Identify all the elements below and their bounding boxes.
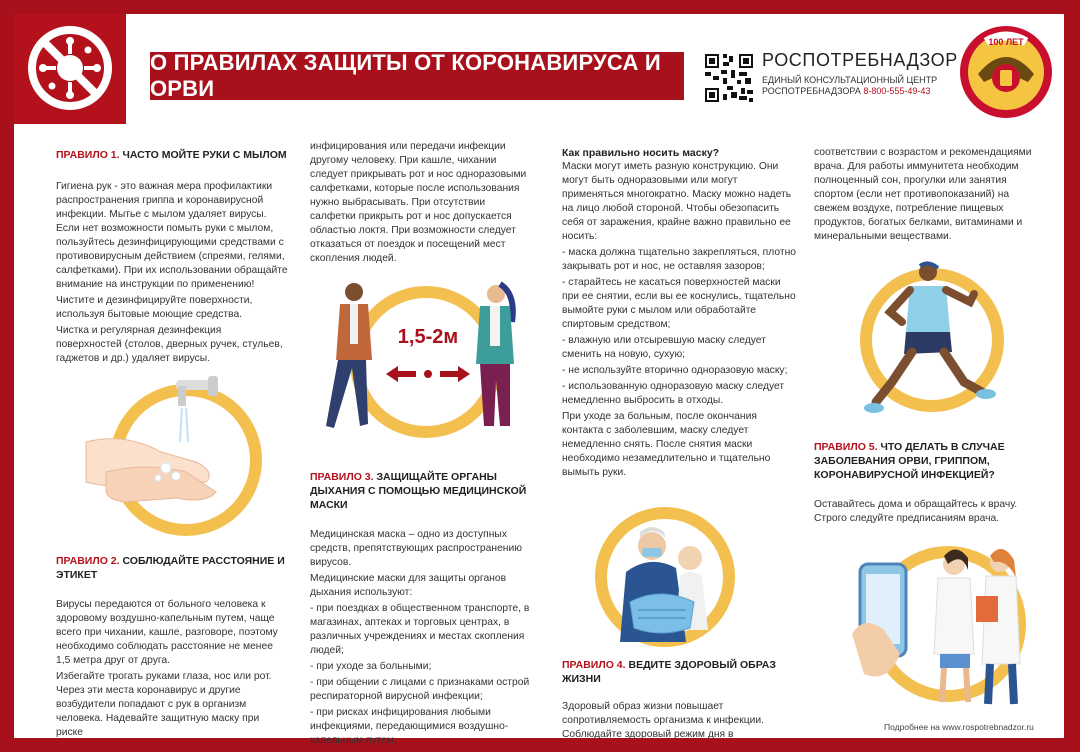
- column-1: [56, 136, 288, 368]
- title-banner: [150, 52, 684, 100]
- mask-text-1: Маски могут иметь разную конструкцию. Они могут быть одноразовыми или могут применяться многократно. Маску можно надеть на лицо любой стороной. Чтобы обезопасить себя от заражения, крайне важно правильно ее носить:: [562, 161, 792, 242]
- qr-code-icon[interactable]: [703, 52, 755, 104]
- rule-1-heading: [56, 148, 288, 162]
- column-4: [814, 146, 1036, 246]
- org-name: РОСПОТРЕБНАДЗОР: [762, 50, 958, 70]
- rule-2-heading: [56, 554, 288, 582]
- handwashing-illustration: [66, 372, 296, 532]
- rule-4-continued: соответствии с возрастом и рекомендациями врача. Для работы иммунитета необходим полноценный сон, прогулки или занятия спортом (если нет противопоказаний) на свежем воздухе, потребление пищевых продуктов, богатых белками, витаминами и минеральными веществами.: [814, 147, 1032, 242]
- column-3-bottom: [562, 658, 798, 744]
- rule-3-list-1: - при поездках в общественном транспорте, в магазинах, аптеках и торговых центрах, в различных учреждениях и местах скопления людей;: [310, 603, 530, 656]
- mask-list-4: - не используйте вторично одноразовую маску;: [562, 365, 788, 376]
- org-line-2: РОСПОТРЕБНАДЗОРА: [762, 86, 861, 96]
- rule-2-number: ПРАВИЛО 2.: [56, 555, 120, 567]
- rule-1-text-3: Чистка и регулярная дезинфекция поверхностей (столов, дверных ручек, стульев, гаджетов и др.) удаляет вирусы.: [56, 325, 283, 364]
- column-1-bottom: [56, 554, 288, 742]
- rule-2-text-2: Избегайте трогать руками глаза, нос или рот. Через эти места коронавирус и другие возбудители попадают с рук в организм человека. Надевайте защитную маску при риске: [56, 671, 272, 738]
- footer-link[interactable]: Подробнее на www.rospotrebnadzor.ru: [884, 722, 1034, 732]
- mask-care-illustration: [590, 502, 740, 652]
- rule-3-list-4: - при рисках инфицирования любыми инфекциями, передающимися воздушно-капельным путем.: [310, 707, 509, 746]
- runner-illustration: [846, 262, 1016, 430]
- mask-heading: Как правильно носить маску?: [562, 147, 720, 159]
- mask-list-3: - влажную или отсыревшую маску следует сменить на новую, сухую;: [562, 335, 766, 360]
- column-4-bottom: [814, 440, 1036, 528]
- mask-list-2: - старайтесь не касаться поверхностей маски при ее снятии, если вы ее коснулись, тщательно вымойте руки с мылом или обработайте спиртовым средством;: [562, 277, 796, 330]
- rule-1-text-1: Гигиена рук - это важная мера профилактики распространения гриппа и коронавирусной инфекции. Мытье с мылом удаляет вирусы. Если нет возможности помыть руки с мылом, пользуйтесь дезинфицирующими средствами с противовирусным действием (спреями, гелями, салфетками). При их использовании обращайте внимание на инструкции по применению!: [56, 181, 288, 290]
- emblem-logo: [956, 22, 1056, 122]
- mask-list-1: - маска должна тщательно закрепляться, плотно закрывать рот и нос, не оставляя зазоров;: [562, 247, 796, 272]
- rule-3-text-1: Медицинская маска – одно из доступных средств, препятствующих распространению вирусов.: [310, 529, 522, 568]
- distance-illustration: [304, 270, 544, 450]
- mask-text-2: При уходе за больным, после окончания контакта с заболевшим, маску следует немедленно снять. После снятия маски необходимо незамедлительно и тщательно вымыть руки.: [562, 411, 771, 478]
- page-title: О ПРАВИЛАХ ЗАЩИТЫ ОТ КОРОНАВИРУСА И ОРВИ: [150, 50, 661, 101]
- rule-3-text-2: Медицинские маски для защиты органов дыхания используют:: [310, 573, 507, 598]
- rule-4-text-1: Здоровый образ жизни повышает сопротивляемость организма к инфекции. Соблюдайте здоровый режим дня в: [562, 701, 765, 740]
- header: [14, 14, 1064, 124]
- column-2-bottom: [310, 470, 534, 750]
- rule-5-title: ЧТО ДЕЛАТЬ В СЛУЧАЕ ЗАБОЛЕВАНИЯ ОРВИ, ГРИППОМ, КОРОНАВИРУСНОЙ ИНФЕКЦИЕЙ?: [814, 441, 1005, 481]
- rule-5-heading: [814, 440, 1036, 482]
- rule-3-number: ПРАВИЛО 3.: [310, 471, 374, 483]
- rule-3-heading: [310, 470, 534, 512]
- rule-1-text-2: Чистите и дезинфицируйте поверхности, используя бытовые моющие средства.: [56, 295, 253, 320]
- org-line-1: ЕДИНЫЙ КОНСУЛЬТАЦИОННЫЙ ЦЕНТР: [762, 75, 938, 85]
- emblem-text: 100 ЛЕТ: [988, 37, 1024, 47]
- rule-3-list-2: - при уходе за больными;: [310, 661, 432, 672]
- rule-4-title: ВЕДИТЕ ЗДОРОВЫЙ ОБРАЗ ЖИЗНИ: [562, 659, 776, 685]
- column-2: [310, 140, 532, 268]
- column-3: [562, 146, 798, 482]
- mask-list-5: - использованную одноразовую маску следует немедленно выбросить в отходы.: [562, 381, 785, 406]
- rule-4-number: ПРАВИЛО 4.: [562, 659, 626, 671]
- distance-arrows-icon: [386, 364, 470, 384]
- rule-5-text-1: Оставайтесь дома и обращайтесь к врачу. Строго следуйте предписаниям врача.: [814, 499, 1018, 524]
- rule-2-continued: инфицирования или передачи инфекции другому человеку. При кашле, чихании следует прикрывать рот и нос одноразовыми салфетками, которые после использования нужно выбрасывать. При отсутствии салфетки прикрыть рот и нос допускается областью локтя. При возможности следует отказаться от поездок и посещений мест скопления людей.: [310, 141, 527, 264]
- hotline-phone[interactable]: 8-800-555-49-43: [863, 86, 931, 96]
- distance-label: 1,5-2м: [397, 326, 459, 348]
- rule-2-title: СОБЛЮДАЙТЕ РАССТОЯНИЕ И ЭТИКЕТ: [56, 555, 285, 581]
- doctors-illustration: [844, 534, 1040, 710]
- rule-1-title: ЧАСТО МОЙТЕ РУКИ С МЫЛОМ: [122, 149, 287, 161]
- rule-2-text-1: Вирусы передаются от больного человека к здоровому воздушно-капельным путем, чаще всего при чихании, кашле, разговоре, поэтому необходимо соблюдать расстояние не менее 1,5 метра друг от друга.: [56, 599, 278, 666]
- poster: [14, 14, 1064, 746]
- rule-4-heading: [562, 658, 798, 686]
- no-virus-icon: [14, 14, 126, 124]
- org-info: [762, 75, 952, 97]
- rule-3-title: ЗАЩИЩАЙТЕ ОРГАНЫ ДЫХАНИЯ С ПОМОЩЬЮ МЕДИЦИНСКОЙ МАСКИ: [310, 471, 527, 511]
- rule-3-list-3: - при общении с лицами с признаками острой респираторной вирусной инфекции;: [310, 677, 530, 702]
- org-block: [762, 50, 958, 110]
- rule-1-number: ПРАВИЛО 1.: [56, 149, 120, 161]
- rule-5-number: ПРАВИЛО 5.: [814, 441, 878, 453]
